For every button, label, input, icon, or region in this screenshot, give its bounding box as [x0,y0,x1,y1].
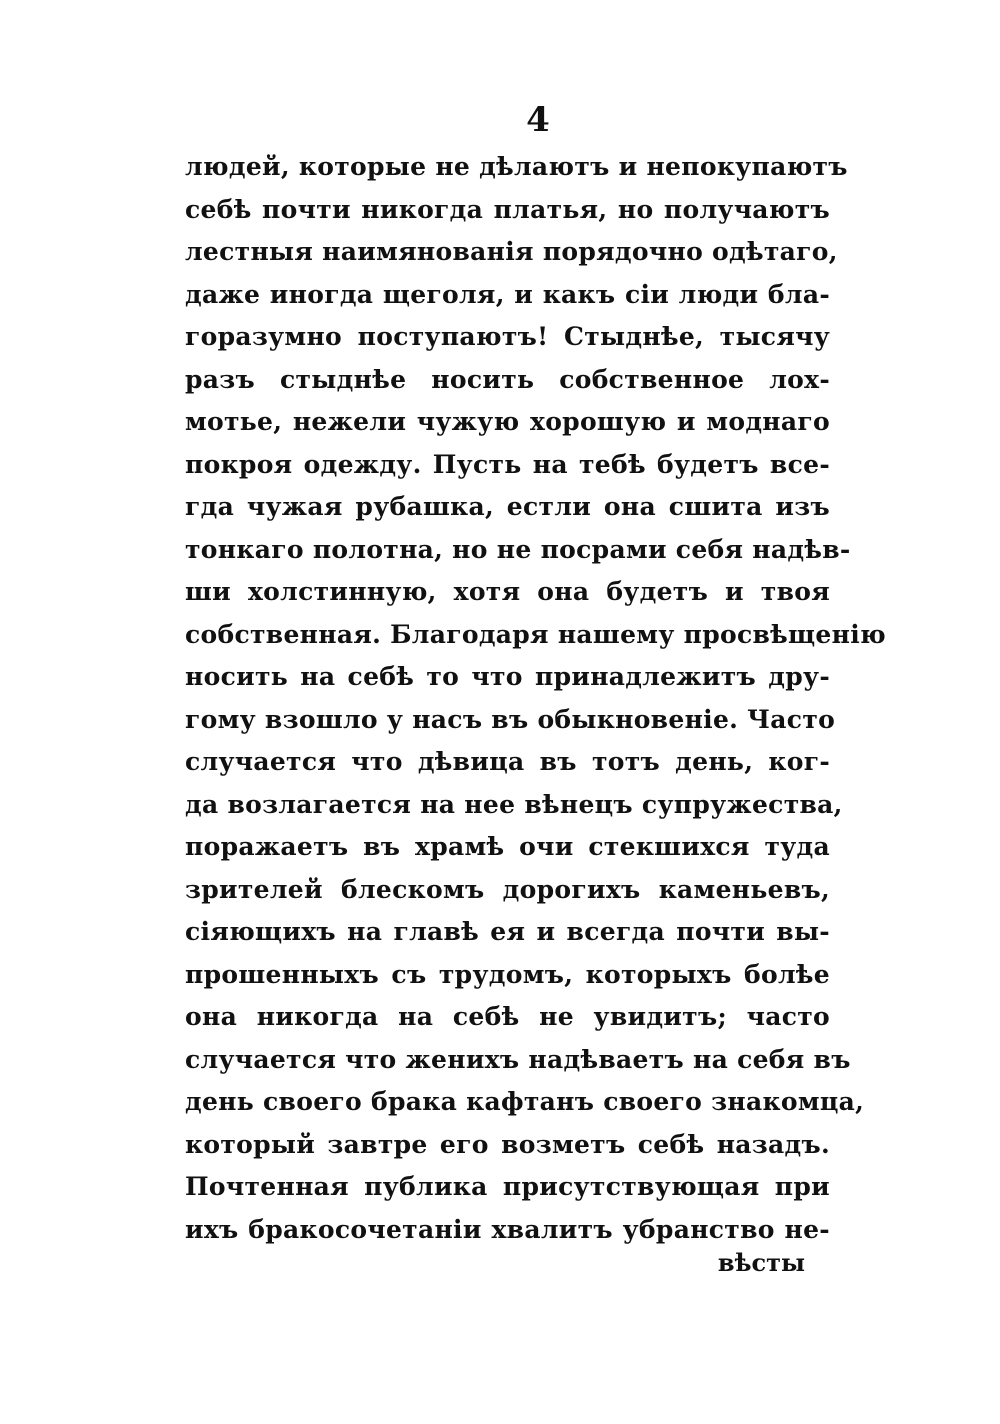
text-line: день своего брака кафтанъ своего знакомца, [185,1087,865,1116]
text-line: Почтенная публика присутствующая при [185,1172,830,1201]
text-line: прошенныхъ съ трудомъ, которыхъ болѣе [185,959,830,989]
text-line: собственная. Благодаря нашему просвѣщенію [185,619,886,649]
text-line: случается что дѣвица въ тотъ день, ког- [185,747,830,776]
page-number: 4 [526,100,550,140]
text-line: гому взошло у насъ въ обыкновеніе. Часто [185,704,836,734]
text-line: людей, которые не дѣлаютъ и непокупаютъ [185,152,848,181]
text-line: носить на себѣ то что принадлежитъ дру- [185,662,830,691]
text-line: который завтре его возметъ себѣ назадъ. [185,1129,830,1159]
text-line: зрителей блескомъ дорогихъ каменьевъ, [185,874,830,904]
text-line: поражаетъ въ храмѣ очи стекшихся туда [185,832,830,861]
text-line: лестныя наимянованія порядочно одѣтаго, [185,237,838,266]
text-line: себѣ почти никогда платья, но получаютъ [185,194,830,224]
text-line: ши холстинную, хотя она будетъ и твоя [185,577,830,606]
text-line: она никогда на себѣ не увидитъ; часто [185,1002,830,1031]
catchword: вѣсты [717,1248,805,1277]
text-line: случается что женихъ надѣваетъ на себя въ [185,1044,851,1074]
text-line: покроя одежду. Пусть на тебѣ будетъ все- [185,449,830,479]
text-line: разъ стыднѣе носить собственное лох- [185,364,830,394]
text-line: ихъ бракосочетаніи хвалитъ убранство не- [185,1214,830,1244]
text-line: тонкаго полотна, но не посрами себя надѣв- [185,534,851,564]
text-line: мотье, нежели чужую хорошую и моднаго [185,407,830,436]
text-line: горазумно поступаютъ! Стыднѣе, тысячу [185,322,830,351]
text-line: да возлагается на нее вѣнецъ супружества, [185,789,843,819]
text-line: сіяющихъ на главѣ ея и всегда почти вы- [185,917,830,946]
body-text [185,146,886,1251]
text-line: гда чужая рубашка, естли она сшита изъ [185,492,830,521]
text-line: даже иногда щеголя, и какъ сіи люди бла- [185,279,830,309]
